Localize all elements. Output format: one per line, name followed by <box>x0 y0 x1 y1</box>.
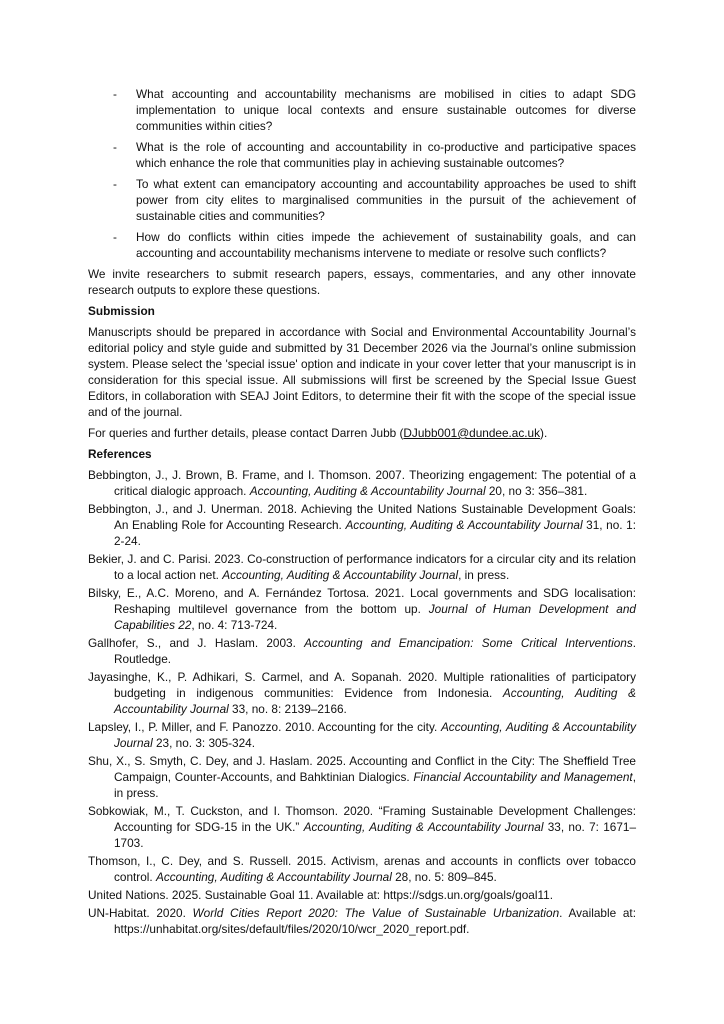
contact-paragraph: For queries and further details, please contact Darren Jubb (DJubb001@dundee.ac.uk). <box>88 426 548 440</box>
question-item: - To what extent can emancipatory accounting and accountability approaches be used to shift power from city elites to marginalised communities in the pursuit of the achievement of sustainable cities and communities? <box>113 177 636 223</box>
reference-item: Bebbington, J., and J. Unerman. 2018. Achieving the United Nations Sustainable Development Goals: An Enabling Role for Accounting Research. Accounting, Auditing & Accountability Journal 31, no. 1: 2-24. <box>88 502 636 548</box>
references-list <box>88 467 636 937</box>
references-heading: References <box>88 447 152 461</box>
contact-email-link[interactable]: DJubb001@dundee.ac.uk <box>403 426 541 440</box>
reference-item: Bebbington, J., J. Brown, B. Frame, and I. Thomson. 2007. Theorizing engagement: The potential of a critical dialogic approach. Accounting, Auditing & Accountability Journal 20, no 3: 356–381. <box>88 468 636 498</box>
reference-item: UN-Habitat. 2020. World Cities Report 2020: The Value of Sustainable Urbanization. Available at: https://unhabitat.org/sites/default/files/2020/10/wcr_2020_report.pdf. <box>88 906 636 936</box>
research-questions-list <box>88 86 636 261</box>
submission-paragraph: Manuscripts should be prepared in accordance with Social and Environmental Accountability Journal’s editorial policy and style guide and submitted by 31 December 2026 via the Journal’s online submission system. Please select the 'special issue' option and indicate in your cover letter that your manuscript is in consideration for this special issue. All submissions will first be screened by the Special Issue Guest Editors, in collaboration with SEAJ Joint Editors, to determine their fit with the scope of the special issue and of the journal. <box>88 325 636 419</box>
reference-item: Jayasinghe, K., P. Adhikari, S. Carmel, and A. Sopanah. 2020. Multiple rationalities of participatory budgeting in indigenous communities: Evidence from Indonesia. Accounting, Auditing & Accountability Journal 33, no. 8: 2139–2166. <box>88 670 636 716</box>
question-item: - What accounting and accountability mechanisms are mobilised in cities to adapt SDG implementation to unique local contexts and ensure sustainable outcomes for diverse communities within cities? <box>113 87 636 133</box>
reference-item: Bilsky, E., A.C. Moreno, and A. Fernández Tortosa. 2021. Local governments and SDG localisation: Reshaping multilevel governance from the bottom up. Journal of Human Development and Capabilities 22, no. 4: 713-724. <box>88 586 636 632</box>
reference-item: United Nations. 2025. Sustainable Goal 11. Available at: https://sdgs.un.org/goals/goal11. <box>88 888 553 902</box>
submission-heading: Submission <box>88 304 155 318</box>
question-item: - How do conflicts within cities impede the achievement of sustainability goals, and can accounting and accountability mechanisms intervene to mediate or resolve such conflicts? <box>113 230 636 260</box>
invitation-paragraph: We invite researchers to submit research papers, essays, commentaries, and any other innovate research outputs to explore these questions. <box>88 267 636 297</box>
reference-item: Bekier, J. and C. Parisi. 2023. Co-construction of performance indicators for a circular city and its relation to a local action net. Accounting, Auditing & Accountability Journal, in press. <box>88 552 636 582</box>
reference-item: Gallhofer, S., and J. Haslam. 2003. Accounting and Emancipation: Some Critical Interventions. Routledge. <box>88 636 636 666</box>
reference-item: Thomson, I., C. Dey, and S. Russell. 2015. Activism, arenas and accounts in conflicts over tobacco control. Accounting, Auditing & Accountability Journal 28, no. 5: 809–845. <box>88 854 636 884</box>
reference-item: Lapsley, I., P. Miller, and F. Panozzo. 2010. Accounting for the city. Accounting, Auditing & Accountability Journal 23, no. 3: 305-324. <box>88 720 637 750</box>
reference-item: Shu, X., S. Smyth, C. Dey, and J. Haslam. 2025. Accounting and Conflict in the City: The Sheffield Tree Campaign, Counter-Accounts, and Bahktinian Dialogics. Financial Accountability and Management, in press. <box>88 754 636 800</box>
reference-item: Sobkowiak, M., T. Cuckston, and I. Thomson. 2020. “Framing Sustainable Development Challenges: Accounting for SDG-15 in the UK.” Accounting, Auditing & Accountability Journal 33, no. 7: 1671–1703. <box>88 804 637 850</box>
question-item: - What is the role of accounting and accountability in co-productive and participative spaces which enhance the role that communities play in achieving sustainable outcomes? <box>113 140 636 170</box>
